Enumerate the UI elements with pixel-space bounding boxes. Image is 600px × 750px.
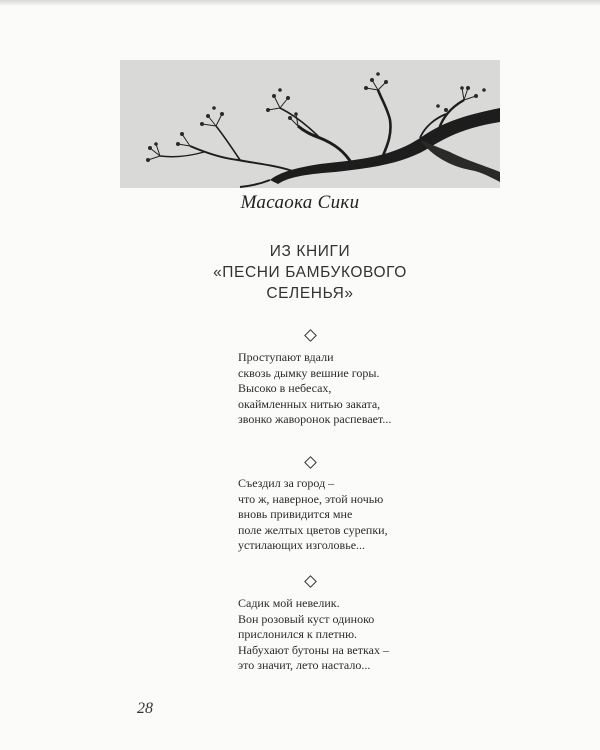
diamond-icon	[304, 456, 317, 469]
poem-line: что ж, наверное, этой ночью	[238, 491, 384, 506]
section-title-line: «ПЕСНИ БАМБУКОВОГО	[213, 264, 407, 281]
poem-line: Высоко в небесах,	[238, 381, 332, 396]
diamond-icon	[304, 329, 317, 342]
poem-line: вновь привидится мне	[238, 507, 353, 522]
poem-line: сквозь дымку вешние горы.	[238, 365, 380, 380]
poem-line: Садик мой невелик.	[238, 596, 340, 610]
poem	[238, 350, 468, 428]
poem-line: окаймленных нитью заката,	[238, 396, 381, 411]
author-name: Масаока Сики	[240, 192, 360, 213]
section-title	[0, 241, 600, 304]
poem-line: устилающих изголовье...	[238, 538, 366, 553]
poem-line: Вон розовый куст одиноко	[238, 611, 375, 626]
poem-line: поле желтых цветов сурепки,	[238, 522, 388, 537]
poem-line: Набухают бутоны на ветках –	[238, 642, 389, 657]
diamond-icon	[304, 575, 317, 588]
poem-line: это значит, лето настало...	[238, 658, 371, 673]
poem-line: звонко жаворонок распевает...	[238, 412, 392, 427]
poem-line: прислонился к плетню.	[238, 627, 358, 642]
page-number: 28	[137, 700, 153, 717]
page-top-edge	[0, 0, 600, 6]
section-title-line: СЕЛЕНЬЯ»	[266, 285, 354, 302]
section-title-line: ИЗ КНИГИ	[269, 243, 351, 260]
poem-line: Съездил за город –	[238, 476, 335, 490]
poem	[238, 596, 468, 674]
poem	[238, 476, 468, 554]
poem-line: Проступают вдали	[238, 350, 334, 364]
tree-branch-illustration	[120, 60, 500, 188]
